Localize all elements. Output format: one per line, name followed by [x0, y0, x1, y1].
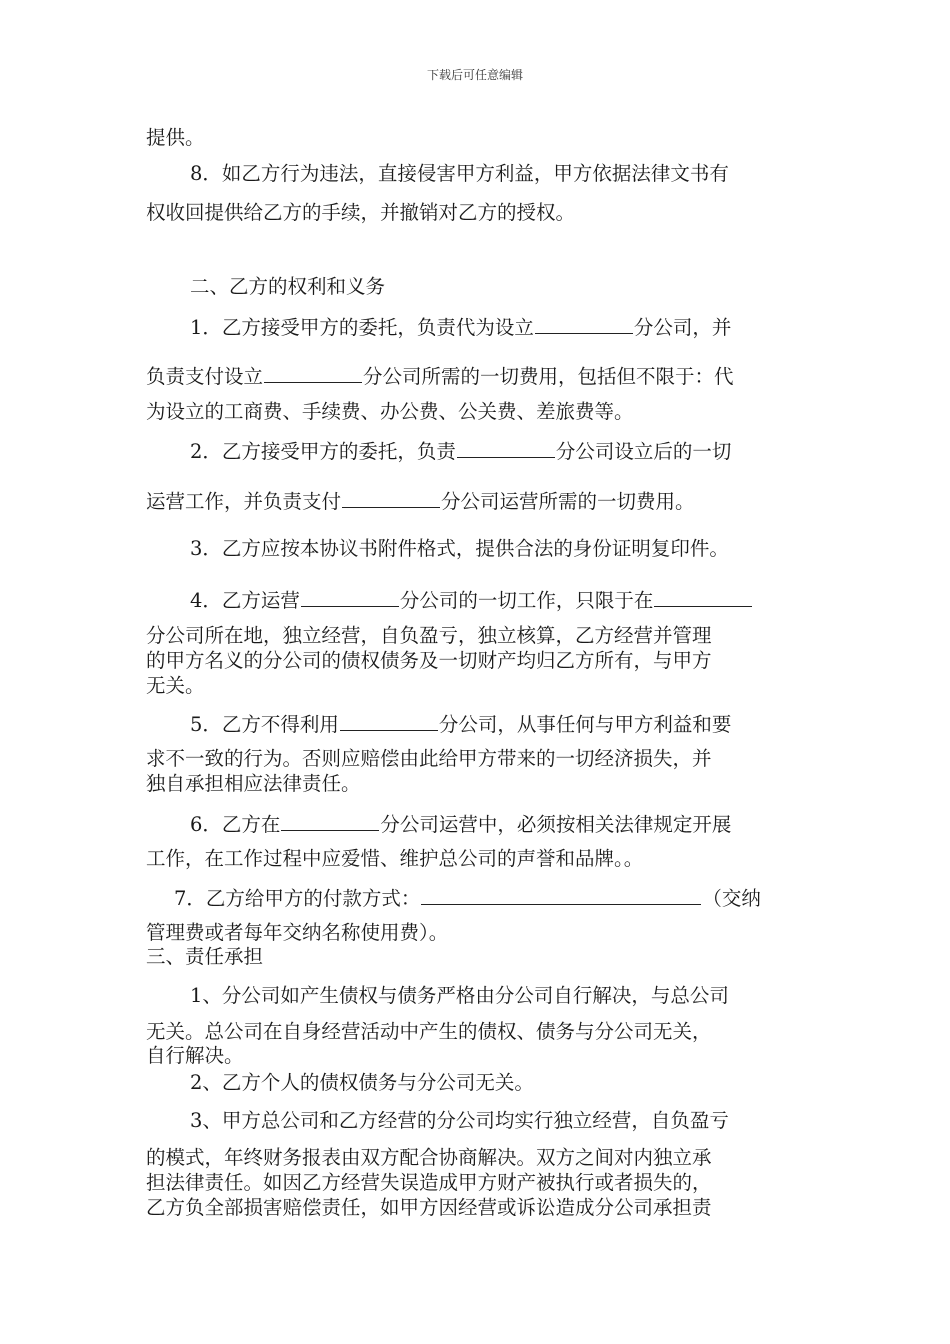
fill-blank [421, 886, 701, 905]
text-line: 无关。 [146, 674, 205, 697]
text-segment: 负责支付设立 [146, 365, 264, 388]
text-segment: 6．乙方在 [190, 813, 281, 836]
text-segment: （交纳 [702, 887, 761, 910]
text-line: 8．如乙方行为违法，直接侵害甲方利益，甲方依据法律文书有 [190, 162, 729, 185]
text-line: 担法律责任。如因乙方经营失误造成甲方财产被执行或者损失的， [146, 1171, 712, 1194]
fill-blank [535, 315, 633, 334]
text-line: 工作，在工作过程中应爱惜、维护总公司的声誉和品牌。。 [146, 847, 644, 870]
text-segment: 1．乙方接受甲方的委托，负责代为设立 [190, 316, 534, 339]
fill-blank [281, 812, 379, 831]
text-line: 3、甲方总公司和乙方经营的分公司均实行独立经营，自负盈亏 [190, 1109, 729, 1132]
text-segment: 分公司设立后的一切 [555, 440, 732, 463]
text-segment: 5．乙方不得利用 [190, 713, 339, 736]
text-segment: 7．乙方给甲方的付款方式： [174, 887, 421, 910]
fill-blank [340, 712, 438, 731]
fill-blank [654, 588, 752, 607]
text-line: 分公司所在地，独立经营，自负盈亏，独立核算，乙方经营并管理 [146, 624, 712, 647]
text-line [174, 886, 761, 909]
text-segment: 分公司，从事任何与甲方利益和要 [438, 713, 732, 736]
text-segment: 4．乙方运营 [190, 589, 300, 612]
section-heading: 三、责任承担 [146, 945, 264, 968]
section-heading: 二、乙方的权利和义务 [190, 275, 386, 298]
text-segment: 分公司运营中，必须按相关法律规定开展 [380, 813, 732, 836]
text-line: 无关。总公司在自身经营活动中产生的债权、债务与分公司无关， [146, 1020, 712, 1043]
text-segment: 2．乙方接受甲方的委托，负责 [190, 440, 456, 463]
text-segment: 分公司，并 [633, 316, 732, 339]
text-segment: 分公司运营所需的一切费用。 [441, 490, 695, 513]
text-line: 为设立的工商费、手续费、办公费、公关费、差旅费等。 [146, 400, 634, 423]
text-segment: 分公司所需的一切费用，包括但不限于：代 [363, 365, 734, 388]
text-line: 权收回提供给乙方的手续，并撤销对乙方的授权。 [146, 201, 576, 224]
text-line: 自行解决。 [146, 1044, 244, 1067]
fill-blank [342, 489, 440, 508]
text-line: 1、分公司如产生债权与债务严格由分公司自行解决，与总公司 [190, 984, 729, 1007]
text-line: 管理费或者每年交纳名称使用费）。 [146, 921, 449, 944]
text-line [146, 364, 734, 387]
text-line: 提供。 [146, 126, 205, 149]
text-segment: 运营工作，并负责支付 [146, 490, 342, 513]
text-line [190, 812, 731, 835]
text-line: 求不一致的行为。否则应赔偿由此给甲方带来的一切经济损失，并 [146, 747, 712, 770]
text-line [190, 712, 731, 735]
header-note: 下载后可任意编辑 [426, 68, 523, 82]
text-line: 乙方负全部损害赔偿责任，如甲方因经营或诉讼造成分公司承担责 [146, 1196, 712, 1219]
text-line: 2、乙方个人的债权债务与分公司无关。 [190, 1071, 534, 1094]
text-line: 独自承担相应法律责任。 [146, 772, 361, 795]
text-line [190, 439, 731, 462]
text-line [190, 588, 753, 611]
text-line [190, 315, 731, 338]
fill-blank [301, 588, 399, 607]
text-segment: 分公司的一切工作，只限于在 [399, 589, 654, 612]
text-line [146, 489, 695, 512]
text-line: 的模式，年终财务报表由双方配合协商解决。双方之间对内独立承 [146, 1146, 712, 1169]
fill-blank [264, 364, 362, 383]
fill-blank [457, 439, 555, 458]
text-line: 的甲方名义的分公司的债权债务及一切财产均归乙方所有，与甲方 [146, 649, 712, 672]
text-line: 3．乙方应按本协议书附件格式，提供合法的身份证明复印件。 [190, 537, 729, 560]
